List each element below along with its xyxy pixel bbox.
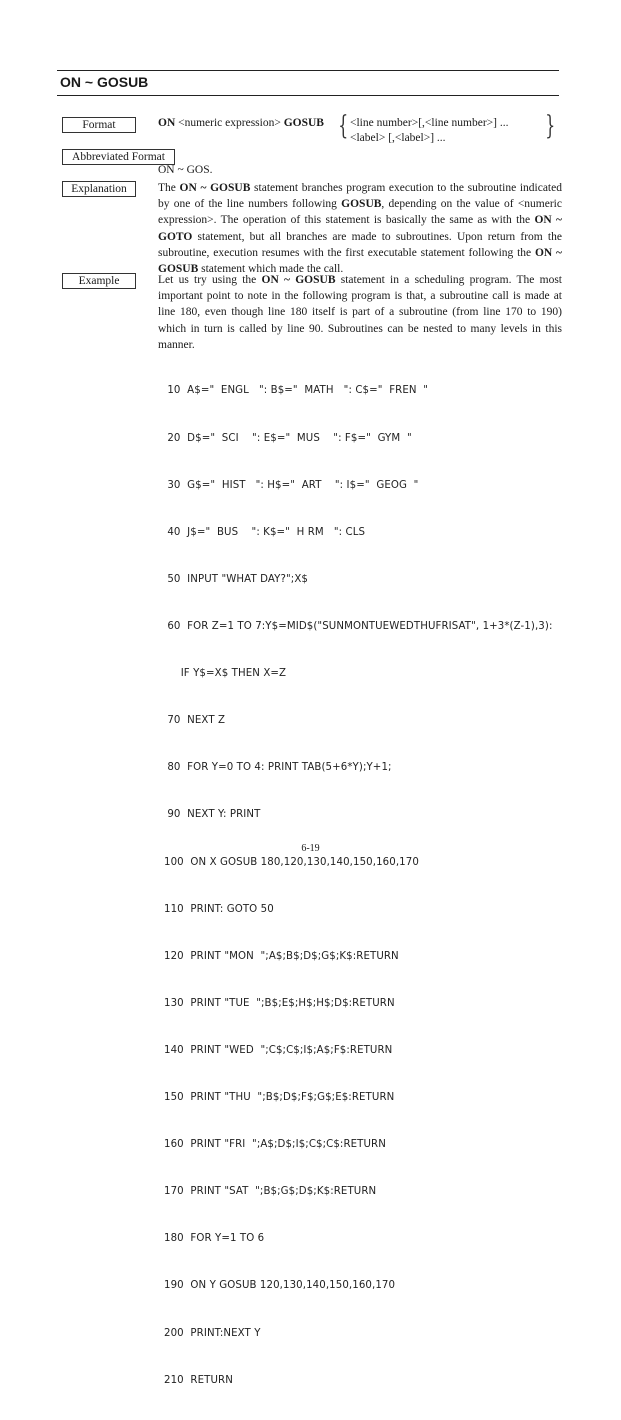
code-line: 160 PRINT "FRI ";A$;D$;I$;C$;C$:RETURN [164, 1139, 386, 1151]
code-line: IF Y$=X$ THEN X=Z [164, 668, 287, 680]
explanation-label: Explanation [62, 181, 136, 197]
code-line: 140 PRINT "WED ";C$;C$;I$;A$;F$:RETURN [164, 1044, 393, 1056]
code-line: 110 PRINT: GOTO 50 [164, 903, 274, 915]
code-line: 100 ON X GOSUB 180,120,130,140,150,160,170 [164, 856, 419, 868]
code-line: 190 ON Y GOSUB 120,130,140,150,160,170 [164, 1280, 396, 1292]
page-title: ON ~ GOSUB [60, 74, 149, 90]
code-line: 30 G$=" HIST ": H$=" ART ": I$=" GEOG " [164, 479, 419, 491]
code-line: 180 FOR Y=1 TO 6 [164, 1233, 265, 1245]
format-gosub-keyword: GOSUB [283, 117, 324, 129]
example-text: Let us try using the ON ~ GOSUB statement in a scheduling program. The most important point to note in the following program is that, a subroutine call is made at line 180, even though line 180 itself is part of a subroutine (from line 170 to 190) which in turn is called by line 90. Subroutines can be nested to many levels in this manner. [158, 274, 563, 351]
abbreviated-format-label: Abbreviated Format [62, 149, 175, 165]
code-line: 130 PRINT "TUE ";B$;E$;H$;H$;D$:RETURN [164, 997, 395, 1009]
code-line: 150 PRINT "THU ";B$;D$;F$;G$;E$:RETURN [164, 1092, 395, 1104]
code-line: 10 A$=" ENGL ": B$=" MATH ": C$=" FREN " [164, 385, 429, 397]
code-line: 80 FOR Y=0 TO 4: PRINT TAB(5+6*Y);Y+1; [164, 762, 392, 774]
top-rule [57, 70, 559, 71]
format-option-line-numbers: <line number>[,<line number>] ... [350, 117, 509, 129]
right-brace: } [545, 111, 556, 141]
code-line: 70 NEXT Z [164, 715, 226, 727]
title-underline [57, 95, 559, 96]
abbreviated-format-value: ON ~ GOS. [158, 164, 213, 176]
left-brace: { [338, 111, 349, 141]
example-label: Example [62, 273, 136, 289]
code-line: 200 PRINT:NEXT Y [164, 1327, 261, 1339]
format-label: Format [62, 117, 136, 133]
code-line: 40 J$=" BUS ": K$=" H RM ": CLS [164, 526, 366, 538]
format-numeric-expression: <numeric expression> [178, 117, 281, 129]
page-number: 6-19 [301, 843, 320, 854]
code-line: 60 FOR Z=1 TO 7:Y$=MID$("SUNMONTUEWEDTHUFRISAT", 1+3*(Z-1),3): [164, 620, 553, 632]
format-option-labels: <label> [,<label>] ... [350, 132, 446, 144]
code-line: 120 PRINT "MON ";A$;B$;D$;G$;K$:RETURN [164, 950, 399, 962]
code-line: 20 D$=" SCI ": E$=" MUS ": F$=" GYM " [164, 432, 412, 444]
code-listing [164, 352, 584, 1420]
format-syntax [158, 117, 324, 129]
format-on-keyword: ON [158, 117, 176, 129]
code-line: 210 RETURN [164, 1374, 233, 1386]
explanation-text: The ON ~ GOSUB statement branches program execution to the subroutine indicated by one of the line numbers following GOSUB, depending on the value of <numeric expression>. The operation of this statement is basically the same as with the ON ~ GOTO statement, but all branches are made to subroutines. Upon return from the subroutine, execution resumes with the first executable statement following the ON ~ GOSUB statement which made the call. [158, 182, 563, 276]
code-line: 170 PRINT "SAT ";B$;G$;D$;K$:RETURN [164, 1186, 377, 1198]
code-line: 90 NEXT Y: PRINT [164, 809, 261, 821]
code-line: 50 INPUT "WHAT DAY?";X$ [164, 573, 308, 585]
